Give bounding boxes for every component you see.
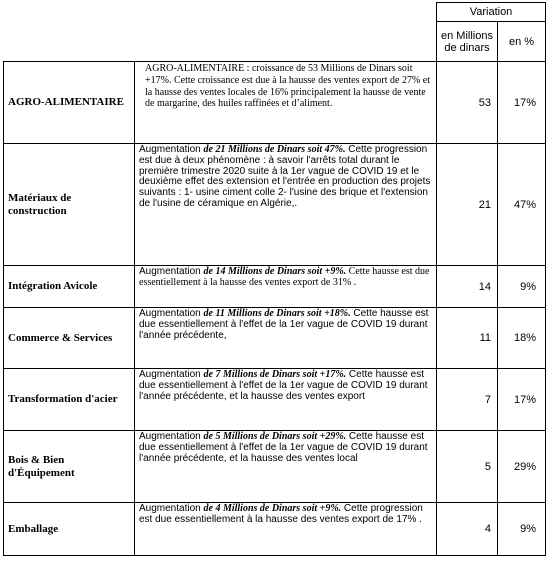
table-row	[4, 266, 546, 308]
description-emphasis: de 21 Millions de Dinars soit 47%.	[203, 144, 346, 155]
millions-value: 21	[437, 144, 498, 266]
percent-value: 9%	[498, 503, 546, 556]
description-text: AGRO-ALIMENTAIRE : croissance de 53 Millions de Dinars soit +17%. Cette croissance est due à la hausse des ventes export de 27% et la hausse des ventes locales de 16% principalement la hausse de vente de margarine, des huiles raffinées et d’aliment.	[145, 63, 430, 110]
sector-label: Emballage	[4, 503, 135, 556]
percent-value: 17%	[498, 369, 546, 431]
millions-value: 11	[437, 308, 498, 369]
description-lead: Augmentation	[139, 503, 204, 514]
header-percent: en %	[498, 22, 546, 62]
description-rest: Cette hausse est due essentiellement à l'effet de la 1er vague de COVID 19 durant l'année précédente, et la hausse des ventes local	[139, 431, 428, 464]
description-cell	[135, 503, 437, 556]
description-lead: Augmentation	[139, 369, 204, 380]
table-row	[4, 308, 546, 369]
description-lead: Augmentation	[139, 431, 204, 442]
sector-label: Bois & Bien d'Équipement	[4, 431, 135, 503]
description-rest: Cette progression est due à deux phénomène : à savoir l'arrêts total durant le première trimestre 2020 suite à la 1er vague de COVID 19 et le deuxième effet des extension et l'entrée en production des projets suivants : 1- usine ciment colle 2- l'usine des brique et l'extension de l'usine de céramique en Algérie,.	[139, 144, 431, 209]
description-cell	[135, 266, 437, 308]
description-emphasis: de 7 Millions de Dinars soit +17%.	[203, 369, 347, 380]
description-rest: Cette progression est due essentiellement à la hausse des ventes export de 17% .	[139, 503, 423, 525]
percent-value: 29%	[498, 431, 546, 503]
description-cell	[135, 62, 437, 144]
millions-value: 7	[437, 369, 498, 431]
percent-value: 47%	[498, 144, 546, 266]
description-emphasis: de 4 Millions de Dinars soit +9%.	[203, 503, 342, 514]
table-row	[4, 144, 546, 266]
description-cell	[135, 144, 437, 266]
percent-value: 17%	[498, 62, 546, 144]
header-millions: en Millions de dinars	[437, 22, 498, 62]
description-emphasis: de 14 Millions de Dinars soit +9%.	[203, 266, 347, 277]
millions-value: 4	[437, 503, 498, 556]
description-lead: Augmentation	[139, 266, 204, 277]
description-rest: Cette hausse est due essentiellement à l'effet de la 1er vague de COVID 19 durant l'année précédente,	[139, 308, 429, 341]
sector-label: Commerce & Services	[4, 308, 135, 369]
sector-label: AGRO-ALIMENTAIRE	[4, 62, 135, 144]
description-cell	[135, 431, 437, 503]
description-cell	[135, 369, 437, 431]
table-row	[4, 431, 546, 503]
header-empty-cell	[4, 3, 437, 22]
table-row	[4, 62, 546, 144]
sector-label: Transformation d'acier	[4, 369, 135, 431]
millions-value: 53	[437, 62, 498, 144]
header-row-group	[4, 3, 546, 22]
header-variation: Variation	[437, 3, 546, 22]
header-empty-cell	[4, 22, 437, 62]
description-emphasis: de 5 Millions de Dinars soit +29%.	[203, 431, 347, 442]
description-lead: Augmentation	[139, 144, 204, 155]
description-rest: Cette hausse est due essentiellement à l'effet de la 1er vague de COVID 19 durant l'année précédente, et la hausse des ventes export	[139, 369, 428, 402]
description-emphasis: de 11 Millions de Dinars soit +18%.	[203, 308, 351, 319]
variation-table	[3, 2, 546, 556]
table-row	[4, 503, 546, 556]
millions-value: 5	[437, 431, 498, 503]
percent-value: 18%	[498, 308, 546, 369]
millions-value: 14	[437, 266, 498, 308]
description-rest: Cette hausse est due essentiellement à la hausse des ventes export de 31% .	[139, 266, 430, 288]
description-cell	[135, 308, 437, 369]
table-row	[4, 369, 546, 431]
sector-label: Matériaux de construction	[4, 144, 135, 266]
percent-value: 9%	[498, 266, 546, 308]
header-row-columns	[4, 22, 546, 62]
description-lead: Augmentation	[139, 308, 204, 319]
sector-label: Intégration Avicole	[4, 266, 135, 308]
